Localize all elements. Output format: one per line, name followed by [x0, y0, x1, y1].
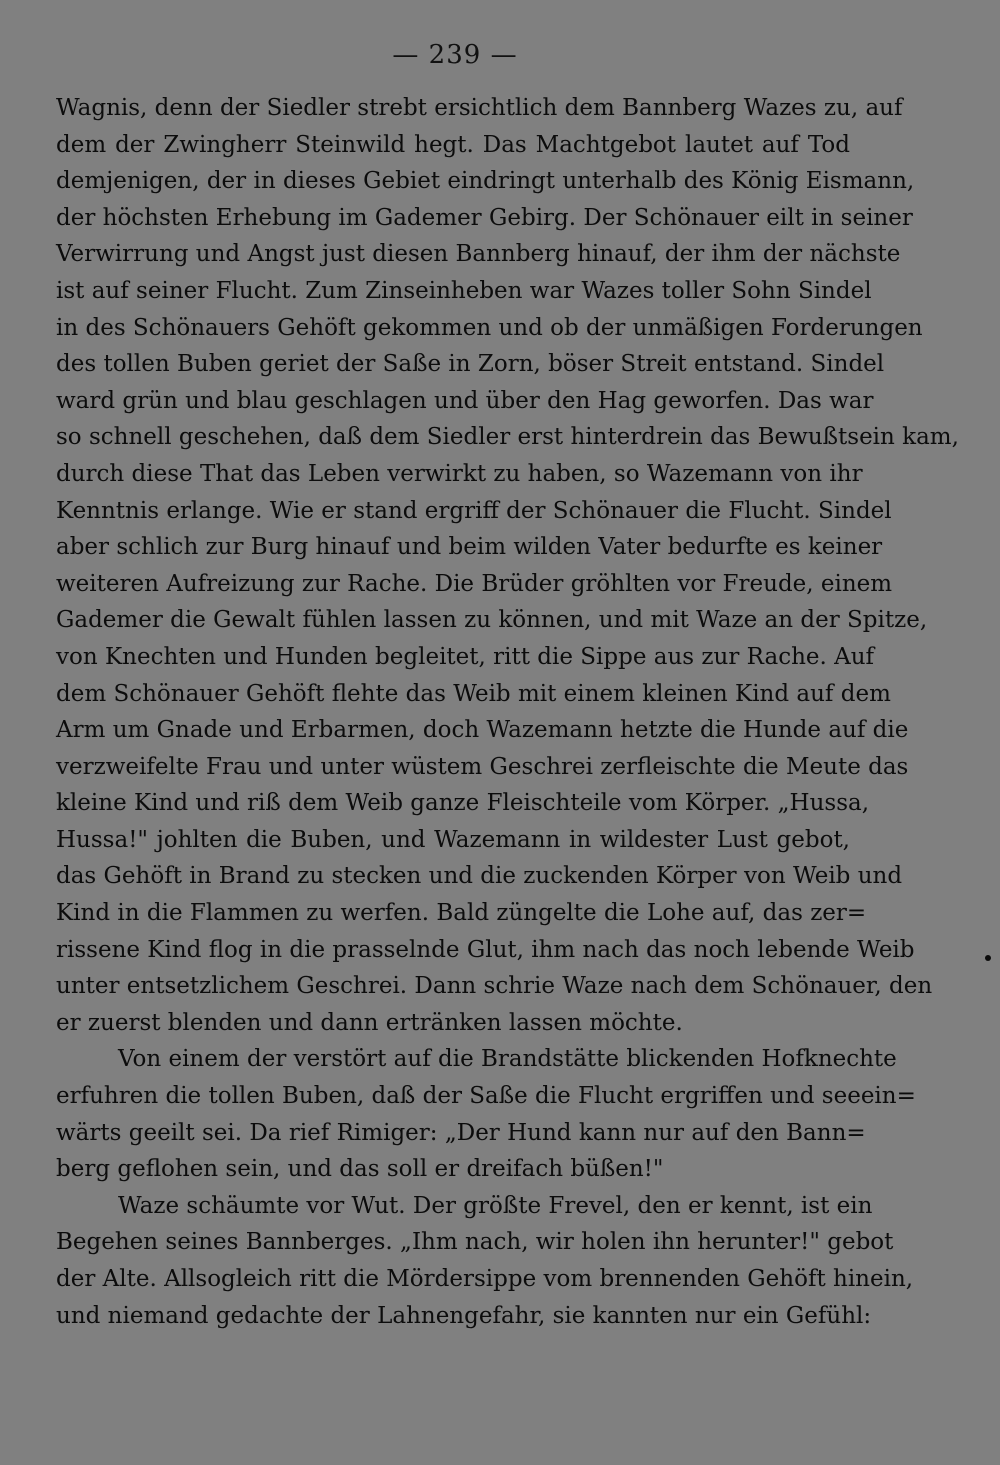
text-line: dem der Zwingherr Steinwild hegt. Das Machtgebot lautet auf Tod	[56, 131, 850, 158]
text-line: Kenntnis erlange. Wie er stand ergriff der Schönauer die Flucht. Sindel	[56, 497, 892, 524]
text-line: dem Schönauer Gehöft flehte das Weib mit einem kleinen Kind auf dem	[56, 680, 891, 707]
paragraph-last-line: berg geflohen sein, und das soll er dreifach büßen!"	[56, 1156, 664, 1183]
text-line: von Knechten und Hunden begleitet, ritt die Sippe aus zur Rache. Auf	[56, 643, 875, 670]
text-line: unter entsetzlichem Geschrei. Dann schrie Waze nach dem Schönauer, den	[56, 973, 933, 1000]
text-line: kleine Kind und riß dem Weib ganze Fleischteile vom Körper. „Hussa,	[56, 790, 870, 817]
text-line: Hussa!" johlten die Buben, und Wazemann in wildester Lust gebot,	[56, 826, 850, 853]
text-line: weiteren Aufreizung zur Rache. Die Brüder gröhlten vor Freude, einem	[56, 570, 893, 597]
body-text	[56, 90, 959, 1334]
text-line: Verwirrung und Angst just diesen Bannberg hinauf, der ihm der nächste	[56, 241, 901, 268]
text-line: Kind in die Flammen zu werfen. Bald züngelte die Lohe auf, das zer=	[56, 900, 867, 927]
text-line: der Alte. Allsogleich ritt die Mördersippe vom brennenden Gehöft hinein,	[56, 1266, 914, 1292]
text-line: Gademer die Gewalt fühlen lassen zu können, und mit Waze an der Spitze,	[56, 607, 928, 634]
text-line: ward grün und blau geschlagen und über den Hag geworfen. Das war	[56, 387, 874, 414]
text-line: erfuhren die tollen Buben, daß der Saße die Flucht ergriffen und seeein=	[56, 1083, 916, 1110]
page-number: — 239 —	[392, 40, 518, 70]
text-line: durch diese That das Leben verwirkt zu haben, so Wazemann von ihr	[56, 460, 863, 487]
text-line: verzweifelte Frau und unter wüstem Geschrei zerfleischte die Meute das	[56, 753, 909, 780]
text-line: so schnell geschehen, daß dem Siedler erst hinterdrein das Bewußtsein kam,	[56, 424, 959, 451]
text-line: das Gehöft in Brand zu stecken und die zuckenden Körper von Weib und	[56, 863, 903, 890]
text-line: Wagnis, denn der Siedler strebt ersichtlich dem Bannberg Wazes zu, auf	[56, 95, 903, 121]
text-line: rissene Kind flog in die prasselnde Glut, ihm nach das noch lebende Weib	[56, 936, 915, 963]
text-line: demjenigen, der in dieses Gebiet eindringt unterhalb des König Eismann,	[56, 168, 915, 195]
paragraph-first-line: Von einem der verstört auf die Brandstätte blickenden Hofknechte	[118, 1046, 897, 1073]
text-line: Arm um Gnade und Erbarmen, doch Wazemann hetzte die Hunde auf die	[56, 717, 909, 744]
paragraph-last-line: er zuerst blenden und dann ertränken lassen möchte.	[56, 1009, 683, 1036]
text-line: wärts geeilt sei. Da rief Rimiger: „Der Hund kann nur auf den Bann=	[56, 1119, 866, 1146]
paragraph-first-line: Waze schäumte vor Wut. Der größte Frevel, den er kennt, ist ein	[118, 1192, 873, 1219]
text-line: ist auf seiner Flucht. Zum Zinseinheben war Wazes toller Sohn Sindel	[56, 277, 872, 304]
text-line: in des Schönauers Gehöft gekommen und ob der unmäßigen Forderungen	[56, 314, 923, 341]
margin-dot-mark	[985, 955, 991, 961]
text-line: Begehen seines Bannberges. „Ihm nach, wir holen ihn herunter!" gebot	[56, 1229, 894, 1256]
text-line: und niemand gedachte der Lahnengefahr, sie kannten nur ein Gefühl:	[56, 1302, 872, 1329]
text-line: aber schlich zur Burg hinauf und beim wilden Vater bedurfte es keiner	[56, 534, 883, 561]
text-line: der höchsten Erhebung im Gademer Gebirg. Der Schönauer eilt in seiner	[56, 204, 913, 231]
text-line: des tollen Buben geriet der Saße in Zorn, böser Streit entstand. Sindel	[56, 351, 885, 378]
